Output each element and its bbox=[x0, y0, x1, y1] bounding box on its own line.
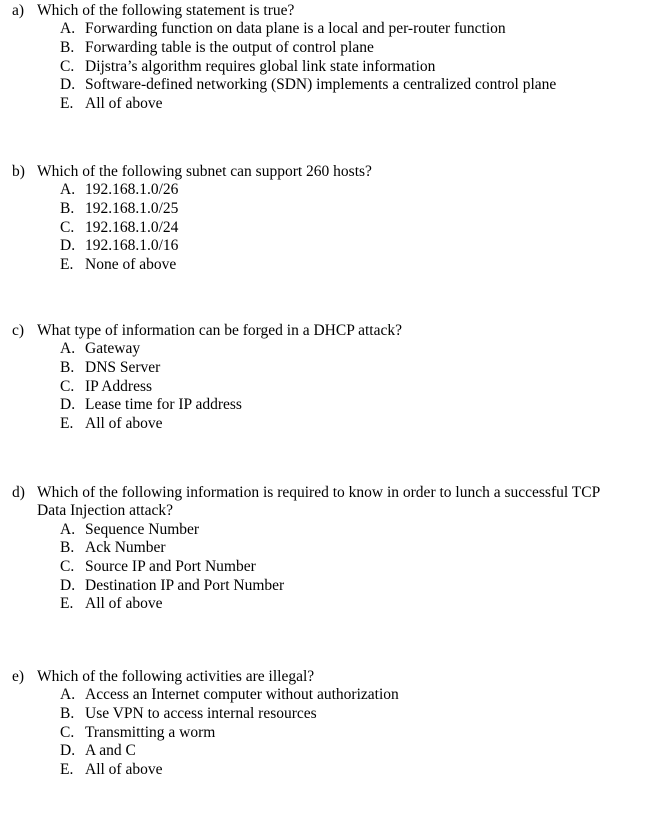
option-e bbox=[0, 415, 648, 434]
option-d bbox=[0, 76, 648, 95]
question-stem bbox=[0, 668, 648, 686]
question-label: c) bbox=[12, 322, 25, 339]
option-e bbox=[0, 761, 648, 780]
option-text: Destination IP and Port Number bbox=[85, 576, 285, 594]
option-text: Use VPN to access internal resources bbox=[85, 705, 317, 722]
option-label: B. bbox=[60, 359, 75, 376]
option-label: E. bbox=[60, 255, 74, 273]
option-label: A. bbox=[60, 686, 76, 704]
option-e bbox=[0, 595, 648, 614]
option-a bbox=[0, 521, 648, 540]
option-label: D. bbox=[60, 237, 76, 255]
option-e bbox=[0, 256, 648, 275]
option-text: Transmitting a worm bbox=[85, 723, 216, 741]
option-text: DNS Server bbox=[85, 359, 161, 376]
option-text: Dijstra’s algorithm requires global link state information bbox=[85, 57, 436, 75]
option-c bbox=[0, 558, 648, 577]
option-text: A and C bbox=[85, 742, 136, 760]
option-a bbox=[0, 340, 648, 359]
question-label: b) bbox=[12, 163, 25, 180]
option-e bbox=[0, 95, 648, 114]
option-a bbox=[0, 20, 648, 39]
option-text: All of above bbox=[85, 414, 163, 432]
option-d bbox=[0, 742, 648, 761]
option-text: Forwarding function on data plane is a local and per-router function bbox=[85, 20, 506, 38]
question-label: e) bbox=[12, 668, 25, 685]
option-label: C. bbox=[60, 723, 75, 741]
option-text: All of above bbox=[85, 94, 163, 112]
question-a bbox=[0, 2, 648, 113]
question-stem bbox=[0, 322, 648, 340]
option-label: C. bbox=[60, 57, 75, 75]
option-b bbox=[0, 200, 648, 219]
option-label: B. bbox=[60, 705, 75, 722]
option-label: E. bbox=[60, 414, 74, 432]
option-text: Ack Number bbox=[85, 539, 166, 557]
option-text: IP Address bbox=[85, 377, 153, 395]
option-d bbox=[0, 396, 648, 415]
options-list bbox=[0, 181, 648, 274]
option-b bbox=[0, 539, 648, 558]
question-label: d) bbox=[12, 484, 25, 501]
option-text: 192.168.1.0/16 bbox=[85, 237, 179, 255]
option-text: All of above bbox=[85, 760, 163, 778]
option-label: C. bbox=[60, 558, 75, 575]
option-text: 192.168.1.0/25 bbox=[85, 200, 179, 217]
options-list bbox=[0, 340, 648, 433]
option-text: Sequence Number bbox=[85, 520, 200, 538]
question-b bbox=[0, 163, 648, 274]
question-text: Which of the following activities are illegal? bbox=[37, 668, 315, 685]
option-text: None of above bbox=[85, 255, 177, 273]
option-label: E. bbox=[60, 94, 74, 112]
option-label: D. bbox=[60, 396, 76, 414]
option-text: Access an Internet computer without authorization bbox=[85, 686, 399, 704]
question-stem bbox=[0, 2, 648, 20]
option-text: Forwarding table is the output of control plane bbox=[85, 39, 374, 56]
option-label: B. bbox=[60, 39, 75, 56]
option-label: E. bbox=[60, 760, 74, 778]
option-text: Source IP and Port Number bbox=[85, 558, 256, 575]
option-b bbox=[0, 705, 648, 724]
option-label: B. bbox=[60, 200, 75, 217]
option-text: Lease time for IP address bbox=[85, 396, 242, 414]
option-b bbox=[0, 359, 648, 378]
option-a bbox=[0, 686, 648, 705]
question-text: Which of the following subnet can support 260 hosts? bbox=[37, 163, 372, 180]
options-list bbox=[0, 521, 648, 614]
option-label: D. bbox=[60, 742, 76, 760]
question-text: What type of information can be forged in a DHCP attack? bbox=[37, 322, 402, 339]
option-label: D. bbox=[60, 576, 76, 594]
option-text: 192.168.1.0/26 bbox=[85, 181, 179, 199]
question-label: a) bbox=[12, 2, 25, 19]
option-label: A. bbox=[60, 340, 76, 358]
question-d bbox=[0, 484, 648, 614]
option-label: B. bbox=[60, 539, 75, 557]
option-label: C. bbox=[60, 218, 75, 236]
option-d bbox=[0, 237, 648, 256]
option-c bbox=[0, 724, 648, 743]
option-label: E. bbox=[60, 595, 74, 613]
option-text: 192.168.1.0/24 bbox=[85, 218, 179, 236]
question-text: Which of the following statement is true? bbox=[37, 2, 295, 19]
option-d bbox=[0, 577, 648, 596]
option-label: D. bbox=[60, 76, 76, 94]
option-text: Gateway bbox=[85, 340, 141, 358]
option-label: A. bbox=[60, 520, 76, 538]
options-list bbox=[0, 20, 648, 113]
option-text: Software-defined networking (SDN) implements a centralized control plane bbox=[85, 76, 557, 94]
option-label: C. bbox=[60, 377, 75, 395]
option-label: A. bbox=[60, 181, 76, 199]
question-text: Which of the following information is required to know in order to lunch a successful TCP Data Injection attack? bbox=[37, 484, 600, 520]
option-c bbox=[0, 378, 648, 397]
question-c bbox=[0, 322, 648, 433]
option-label: A. bbox=[60, 20, 76, 38]
option-c bbox=[0, 219, 648, 238]
option-b bbox=[0, 39, 648, 58]
options-list bbox=[0, 686, 648, 779]
question-stem bbox=[0, 484, 648, 521]
option-a bbox=[0, 181, 648, 200]
question-e bbox=[0, 668, 648, 779]
option-c bbox=[0, 58, 648, 77]
question-stem bbox=[0, 163, 648, 181]
option-text: All of above bbox=[85, 595, 163, 613]
